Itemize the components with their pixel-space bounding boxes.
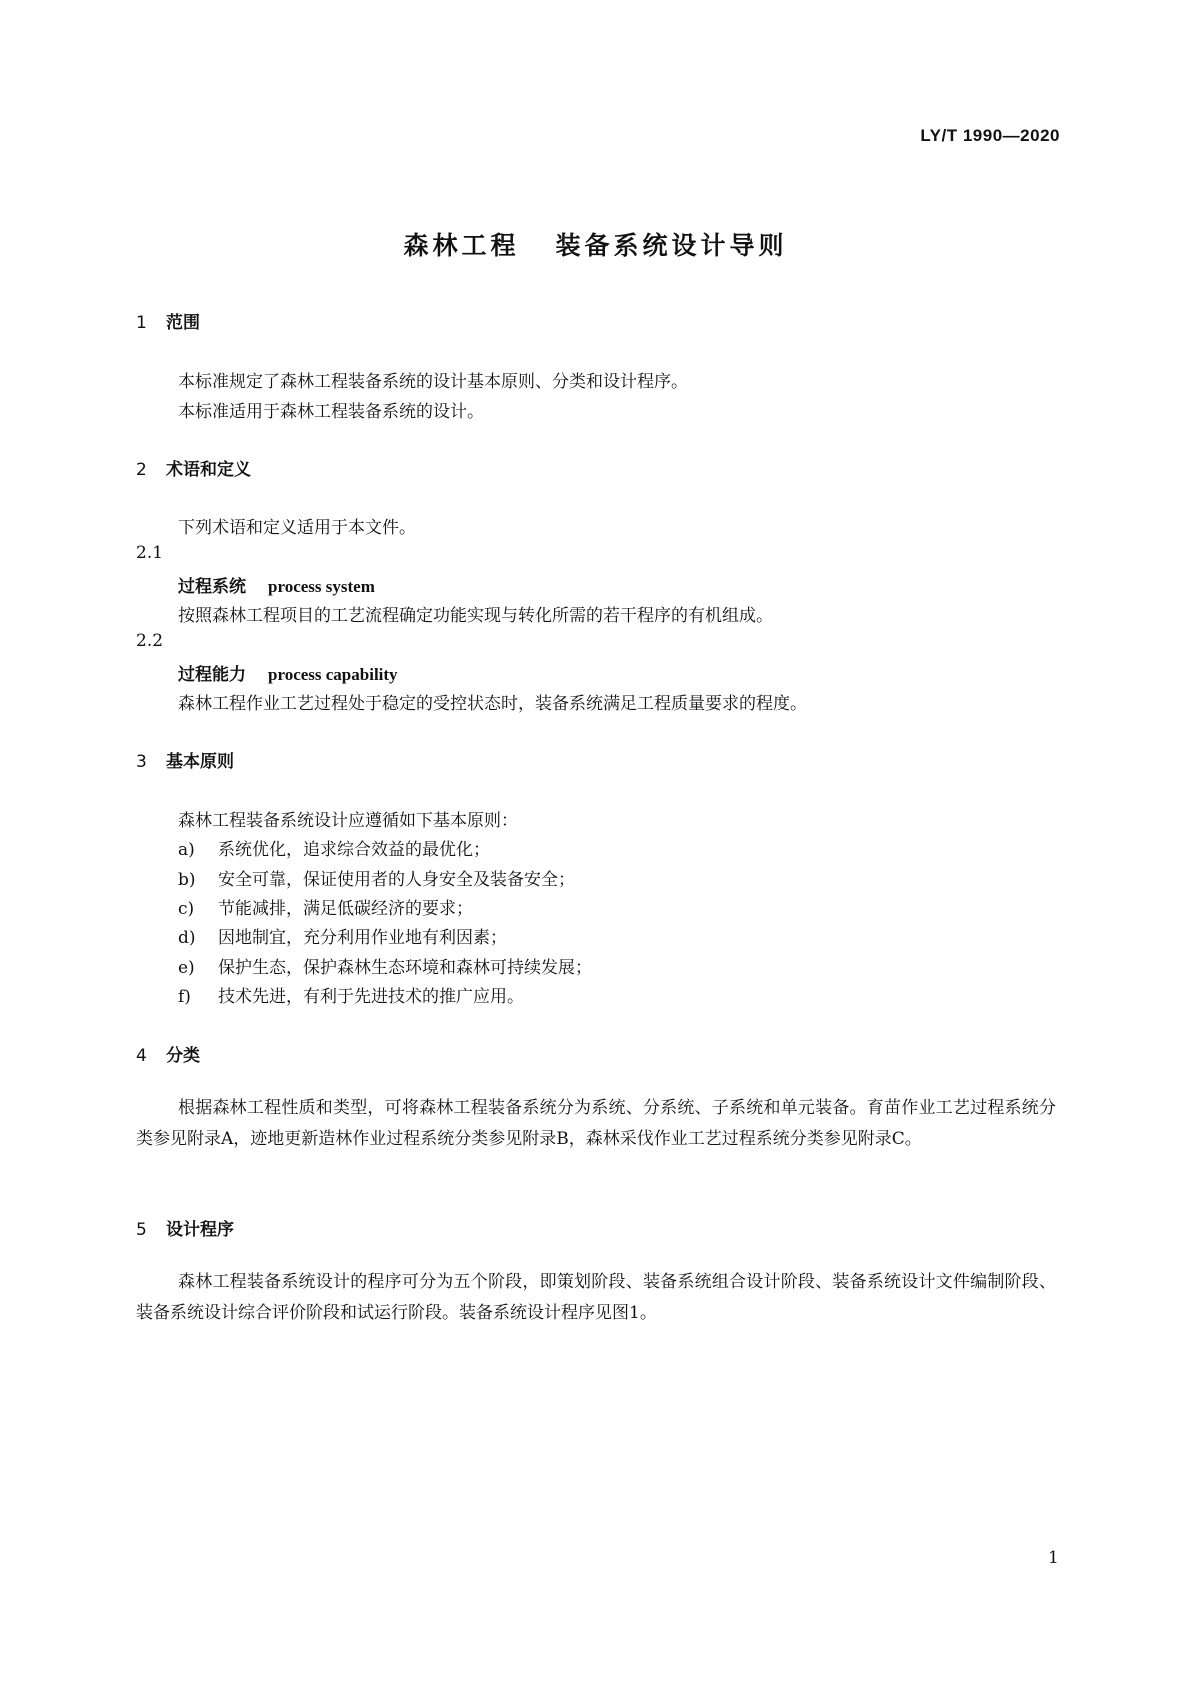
section-title: 基本原则 — [166, 752, 234, 772]
section-number: 2 — [136, 460, 147, 480]
section-4-heading — [136, 1041, 200, 1066]
section-4-paragraph: 根据森林工程性质和类型，可将森林工程装备系统分为系统、分系统、子系统和单元装备。育苗作业工艺过程系统分类参见附录A，迹地更新造林作业过程系统分类参见附录B，森林采伐作业工艺过程系统分类参见附录C。 — [136, 1098, 1056, 1149]
list-text: 安全可靠，保证使用者的人身安全及装备安全； — [218, 870, 575, 890]
term-zh: 过程系统 — [178, 577, 246, 597]
list-text: 保护生态，保护森林生态环境和森林可持续发展； — [218, 958, 592, 978]
term-definition: 按照森林工程项目的工艺流程确定功能实现与转化所需的若干程序的有机组成。 — [178, 606, 773, 626]
page-number: 1 — [1048, 1548, 1059, 1568]
section-number: 3 — [136, 752, 147, 772]
title-part-1: 森林工程 — [403, 231, 520, 260]
list-text: 系统优化，追求综合效益的最优化； — [218, 840, 490, 860]
section-3-intro: 森林工程装备系统设计应遵循如下基本原则： — [178, 811, 518, 831]
section-1-heading — [136, 308, 200, 333]
list-text: 因地制宜，充分利用作业地有利因素； — [218, 928, 507, 948]
list-item — [178, 894, 473, 919]
list-item — [178, 953, 592, 978]
term-number: 2.1 — [136, 543, 164, 563]
list-marker: d) — [178, 928, 196, 948]
term-zh: 过程能力 — [178, 665, 246, 685]
section-number: 5 — [136, 1220, 147, 1240]
section-5-heading — [136, 1215, 234, 1240]
section-title: 设计程序 — [166, 1220, 234, 1240]
section-1-paragraph-1: 本标准规定了森林工程装备系统的设计基本原则、分类和设计程序。 — [178, 372, 688, 392]
list-text: 节能减排，满足低碳经济的要求； — [218, 899, 473, 919]
list-item — [178, 923, 507, 948]
list-item — [178, 865, 575, 890]
list-marker: e) — [178, 958, 195, 978]
term-definition: 森林工程作业工艺过程处于稳定的受控状态时，装备系统满足工程质量要求的程度。 — [178, 694, 807, 714]
title-part-2: 装备系统设计导则 — [555, 231, 788, 260]
term-en: process capability — [268, 665, 398, 684]
section-number: 4 — [136, 1046, 147, 1066]
section-number: 1 — [136, 313, 147, 333]
list-marker: c) — [178, 899, 195, 919]
section-1-paragraph-2: 本标准适用于森林工程装备系统的设计。 — [178, 402, 484, 422]
section-2-intro: 下列术语和定义适用于本文件。 — [178, 518, 416, 538]
term-heading — [178, 660, 398, 685]
list-item — [178, 835, 490, 860]
list-text: 技术先进，有利于先进技术的推广应用。 — [218, 987, 524, 1007]
section-3-heading — [136, 747, 234, 772]
section-2-heading — [136, 455, 251, 480]
standard-code: LY/T 1990—2020 — [920, 126, 1060, 145]
section-5-paragraph: 森林工程装备系统设计的程序可分为五个阶段，即策划阶段、装备系统组合设计阶段、装备系统设计文件编制阶段、装备系统设计综合评价阶段和试运行阶段。装备系统设计程序见图1。 — [136, 1272, 1056, 1323]
term-heading — [178, 572, 375, 597]
list-marker: b) — [178, 870, 196, 890]
section-title: 分类 — [166, 1046, 200, 1066]
list-marker: a) — [178, 840, 195, 860]
section-title: 范围 — [166, 313, 200, 333]
list-item — [178, 982, 524, 1007]
section-title: 术语和定义 — [166, 460, 251, 480]
term-number: 2.2 — [136, 631, 164, 651]
term-en: process system — [268, 577, 375, 596]
document-title — [0, 226, 1191, 262]
list-marker: f) — [178, 987, 191, 1007]
